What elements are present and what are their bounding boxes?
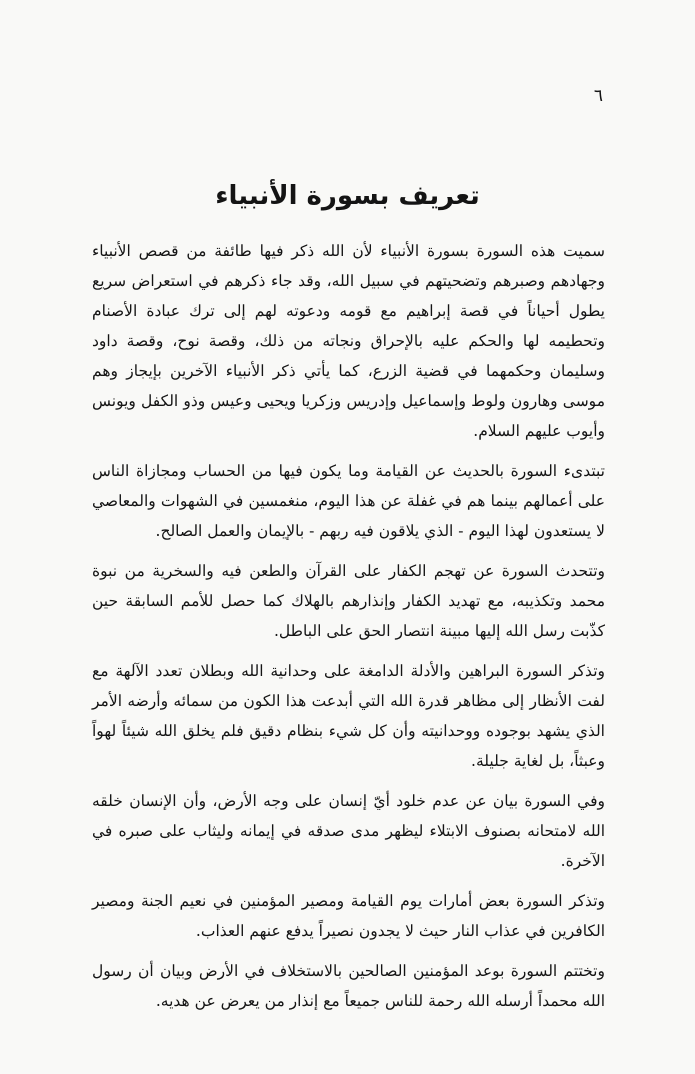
paragraph: سميت هذه السورة بسورة الأنبياء لأن الله ذكر فيها طائفة من قصص الأنبياء وجهادهم وصبرهم وتضحيتهم في سبيل الله، وقد جاء ذكرهم في استعراض سريع يطول أحياناً في قصة إبراهيم مع قومه ودعوته لهم إلى ترك عبادة الأصنام وتحطيمه لها والحكم عليه بالإحراق ونجاته من ذلك، وقصة نوح، وقصة داود وسليمان وحكمهما في قضية الزرع، كما يأتي ذكر الأنبياء الآخرين بإيجاز وهم موسى وهارون ولوط وإسماعيل وإدريس وزكريا ويحيى وعيس وذو الكفل ويونس وأيوب عليهم السلام. <box>92 242 605 440</box>
paragraph: وتتحدث السورة عن تهجم الكفار على القرآن والطعن فيه والسخرية من نبوة محمد وتكذيبه، مع تهديد الكفار وإنذارهم بالهلاك كما حصل للأمم السابقة حين كذّبت رسل الله إليها مبينة انتصار الحق على الباطل. <box>92 562 605 640</box>
paragraph: تبتدىء السورة بالحديث عن القيامة وما يكون فيها من الحساب ومجازاة الناس على أعمالهم بينما هم في غفلة عن هذا اليوم، منغمسين في الشهوات والمعاصي لا يستعدون لهذا اليوم - الذي يلاقون فيه ربهم - بالإيمان والعمل الصالح. <box>92 462 605 540</box>
paragraph: وفي السورة بيان عن عدم خلود أيّ إنسان على وجه الأرض، وأن الإنسان خلقه الله لامتحانه بصنوف الابتلاء ليظهر مدى صدقه في إيمانه وليثاب على صبره في الآخرة. <box>92 792 605 870</box>
page-number: ٦ <box>593 86 603 106</box>
paragraph: وتختتم السورة بوعد المؤمنين الصالحين بالاستخلاف في الأرض وبيان أن رسول الله محمداً أرسله الله رحمة للناس جميعاً مع إنذار من يعرض عن هديه. <box>92 962 605 1010</box>
paragraph: وتذكر السورة البراهين والأدلة الدامغة على وحدانية الله وبطلان تعدد الآلهة مع لفت الأنظار إلى مظاهر قدرة الله التي أبدعت هذا الكون من سمائه وأرضه الأمر الذي يشهد بوجوده ووحدانيته وأن كل شيء بنظام دقيق فلم يخلق الله شيئاً لهواً وعبثاً، بل لغاية جليلة. <box>92 662 605 770</box>
page-body <box>92 236 605 1026</box>
page-title: تعريف بسورة الأنبياء <box>215 181 480 211</box>
paragraph: وتذكر السورة بعض أمارات يوم القيامة ومصير المؤمنين في نعيم الجنة ومصير الكافرين في عذاب النار حيث لا يجدون نصيراً يدفع عنهم العذاب. <box>92 892 605 940</box>
